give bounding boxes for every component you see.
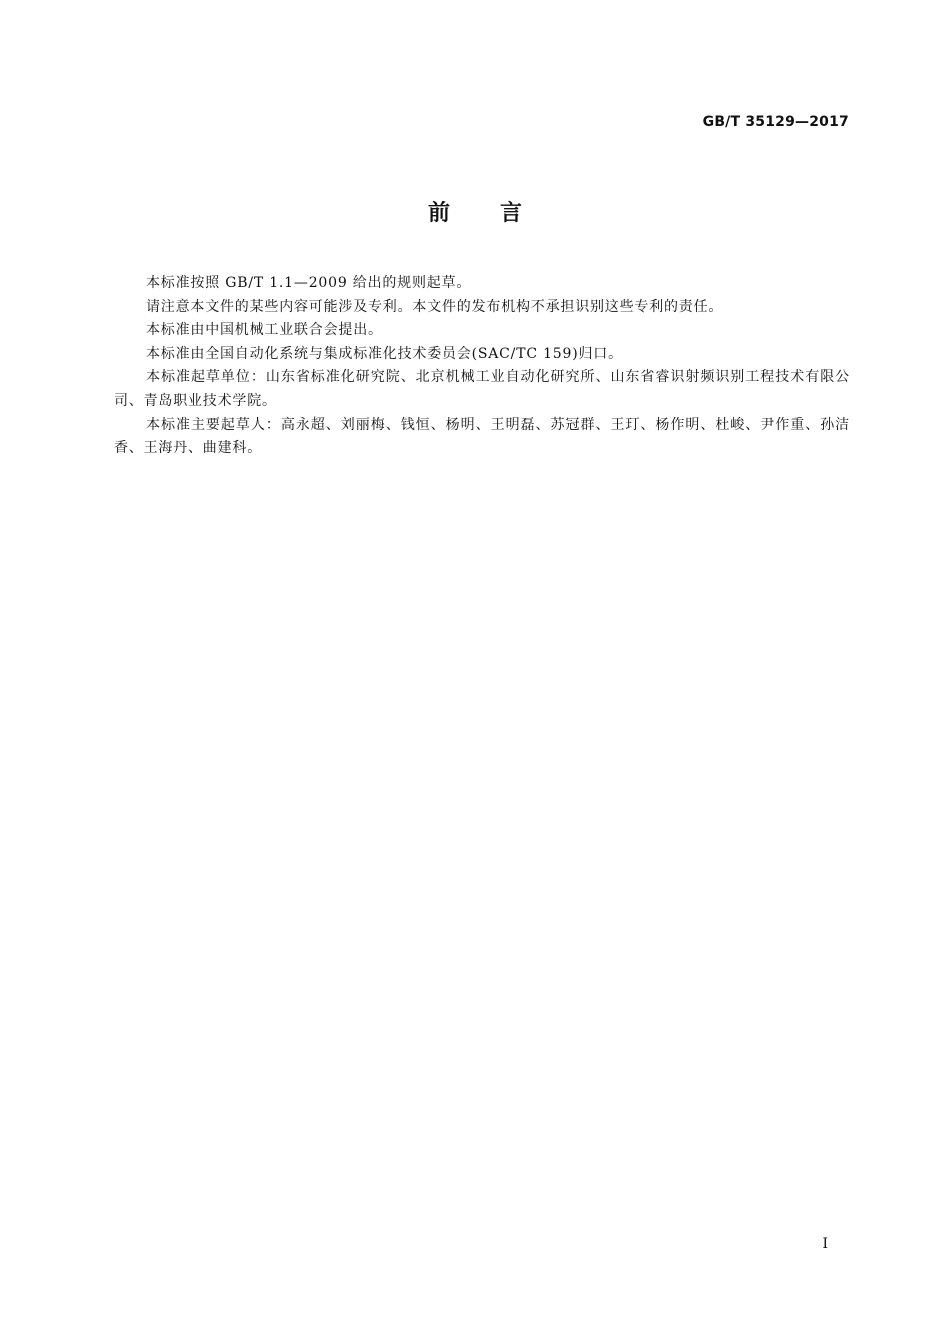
paragraph-drafters: 本标准主要起草人：高永超、刘丽梅、钱恒、杨明、王明磊、苏冠群、王玎、杨作明、杜峻、尹作重、孙洁香、王海丹、曲建科。 [114,416,850,457]
paragraph-patent-notice: 请注意本文件的某些内容可能涉及专利。本文件的发布机构不承担识别这些专利的责任。 [146,298,724,315]
paragraph-drafting-units: 本标准起草单位：山东省标准化研究院、北京机械工业自动化研究所、山东省睿识射频识别工程技术有限公司、青岛职业技术学院。 [114,369,850,409]
paragraph-technical-committee: 本标准由全国自动化系统与集成标准化技术委员会(SAC/TC 159)归口。 [146,345,623,362]
paragraph-proposer: 本标准由中国机械工业联合会提出。 [146,322,383,339]
standard-number: GB/T 35129—2017 [702,114,849,130]
page-title: 前言 [427,201,572,226]
paragraph-drafting-rules: 本标准按照 GB/T 1.1—2009 给出的规则起草。 [146,275,472,291]
foreword-body [114,272,850,461]
page-number: I [822,1236,828,1252]
